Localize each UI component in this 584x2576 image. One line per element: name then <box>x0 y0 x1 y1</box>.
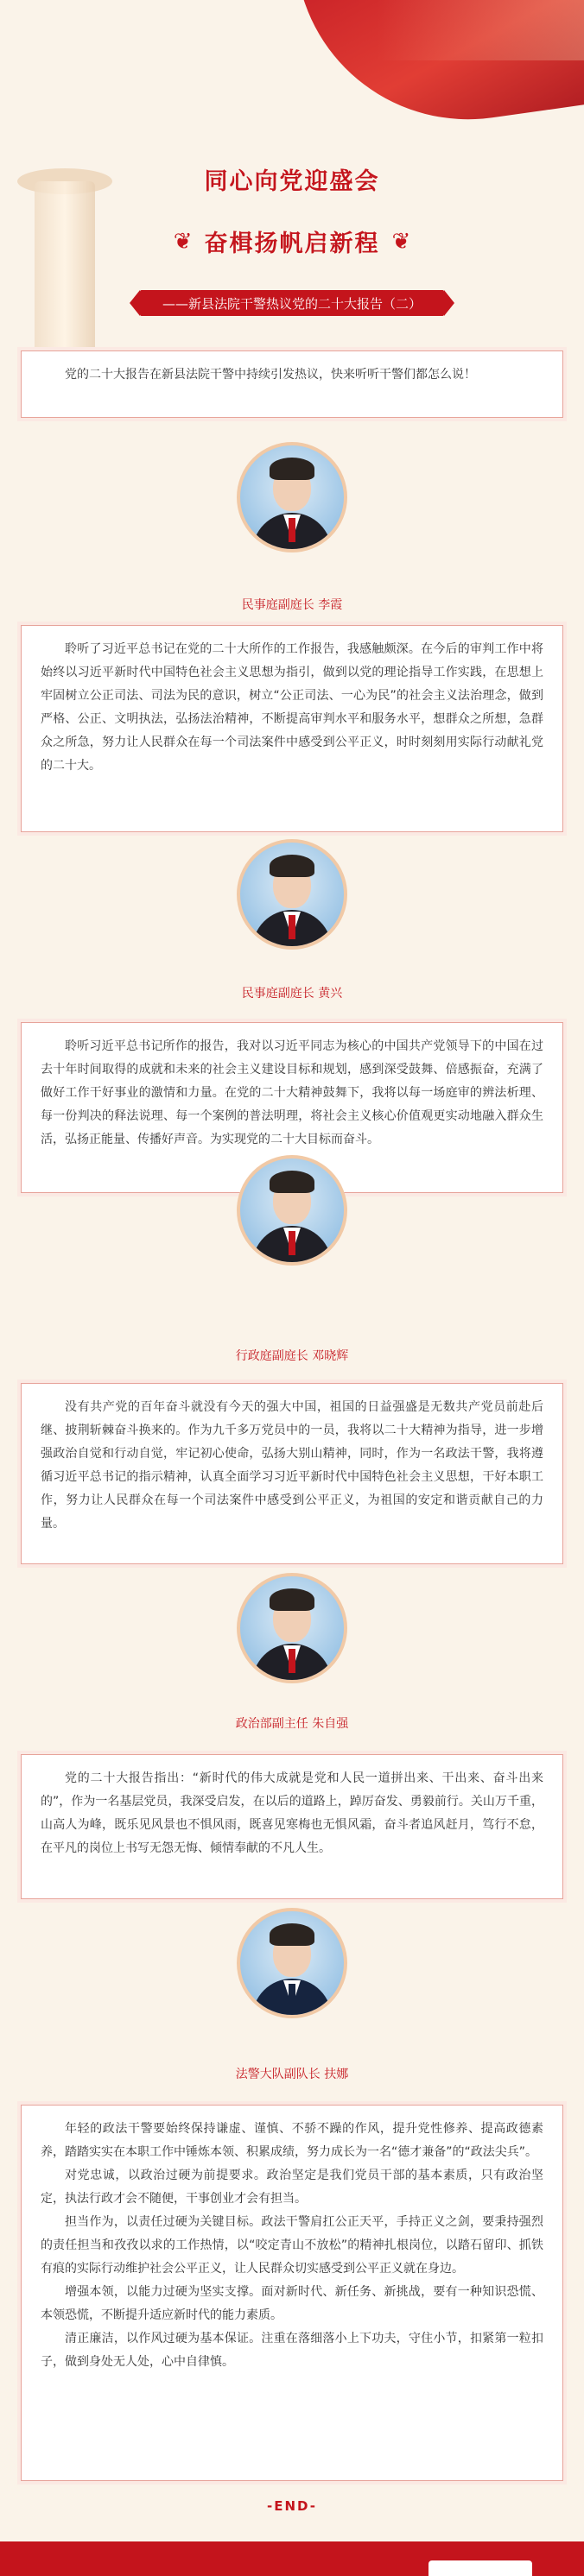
page-subtitle: 奋楫扬帆启新程 <box>204 230 380 257</box>
speaker-5-paragraph: 清正廉洁，以作风过硬为基本保证。注重在落细落小上下功夫，守住小节，扣紧第一粒扣子，做到身处无人处，心中自律慎。 <box>41 2332 543 2369</box>
intro-box <box>21 350 563 418</box>
speaker-5-photo <box>237 1908 347 2018</box>
speaker-5-paragraph: 增强本领，以能力过硬为坚实支撑。面对新时代、新任务、新挑战，要有一种知识恐慌、本领恐慌，不断提升适应新时代的能力素质。 <box>41 2285 543 2322</box>
speaker-5-paragraph: 对党忠诚，以政治过硬为前提要求。政治坚定是我们党员干部的基本素质，只有政治坚定，执法行政才会不随便，干事创业才会有担当。 <box>41 2169 543 2206</box>
speaker-4-photo <box>237 1573 347 1683</box>
speaker-5-caption: 法警大队副队长 扶娜 <box>235 2068 349 2081</box>
speaker-5-paragraph: 担当作为，以责任过硬为关键目标。政法干警肩扛公正天平，手持正义之剑，要秉持强烈的责任担当和孜孜以求的工作热情，以“咬定青山不放松”的精神扎根岗位，以踏石留印、抓铁有痕的实际行动维护社会公平正义，让人民群众切实感受到公平正义就在身边。 <box>41 2215 543 2276</box>
page-title: 同心向党迎盛会 <box>204 168 380 195</box>
speaker-1-statement <box>21 625 563 832</box>
speaker-2-caption: 民事庭副庭长 黄兴 <box>241 987 343 1001</box>
speaker-4-caption: 政治部副主任 朱自强 <box>235 1717 349 1731</box>
speaker-5-statement <box>21 2105 563 2481</box>
speaker-1-paragraph: 聆听了习近平总书记在党的二十大所作的工作报告，我感触颇深。在今后的审判工作中将始终以习近平新时代中国特色社会主义思想为指引，做到以党的理论指导工作实践，在思想上牢固树立公正司法、司法为民的意识，树立“公正司法、一心为民”的社会主义法治理念，做到严格、公正、文明执法，弘扬法治精神，不断提高审判水平和服务水平，想群众之所想，急群众之所急，努力让人民群众在每一个司法案件中感受到公平正义，时时刻刻用实际行动献礼党的二十大。 <box>41 642 543 773</box>
speaker-3-caption: 行政庭副庭长 邓晓辉 <box>235 1349 349 1363</box>
subtitle-row <box>0 224 584 258</box>
series-ribbon-text: ——新县法院干警热议党的二十大报告（二） <box>162 295 422 312</box>
laurel-right-icon: ❦ <box>391 228 411 255</box>
intro-text: 党的二十大报告在新县法院干警中持续引发热议，快来听听干警们都怎么说！ <box>65 368 476 382</box>
speaker-1-photo <box>237 442 347 552</box>
speaker-1-caption: 民事庭副庭长 李霞 <box>241 598 343 612</box>
speaker-2-photo <box>237 839 347 950</box>
speaker-3-paragraph: 没有共产党的百年奋斗就没有今天的强大中国，祖国的日益强盛是无数共产党员前赴后继、披荆斩棘奋斗换来的。作为九千多万党员中的一员，我将以二十大精神为指导，进一步增强政治自觉和行动自觉，牢记初心使命，弘扬大别山精神，同时，作为一名政法干警，我将遵循习近平总书记的指示精神，认真全面学习习近平新时代中国特色社会主义思想，干好本职工作，努力让人民群众在每一个司法案件中感受到公平正义，为祖国的安定和谐贡献自己的力量。 <box>41 1400 543 1531</box>
speaker-4-statement <box>21 1754 563 1899</box>
speaker-5-paragraph: 年轻的政法干警要始终保持谦虚、谨慎、不骄不躁的作风，提升党性修养、提高政德素养，踏踏实实在本职工作中锤炼本领、积累成绩，努力成长为一名“德才兼备”的“政法尖兵”。 <box>41 2122 543 2159</box>
speaker-3-statement <box>21 1383 563 1564</box>
series-ribbon <box>140 290 444 316</box>
speaker-3-photo <box>237 1155 347 1266</box>
speaker-2-paragraph: 聆听习近平总书记所作的报告，我对以习近平同志为核心的中国共产党领导下的中国在过去十年时间取得的成就和未来的社会主义建设目标和规划，感到深受鼓舞、倍感振奋，充满了做好工作干好事业的激情和力量。在党的二十大精神鼓舞下，我将以每一场庭审的辨法析理、每一份判决的释法说理、每一个案例的普法明理，将社会主义核心价值观更实动地融入群众生活，弘扬正能量、传播好声音。为实现党的二十大目标而奋斗。 <box>41 1039 543 1146</box>
footer-card <box>428 2560 532 2576</box>
laurel-left-icon: ❦ <box>173 228 193 255</box>
speaker-4-paragraph: 党的二十大报告指出：“新时代的伟大成就是党和人民一道拼出来、干出来、奋斗出来的”，作为一名基层党员，我深受启发，在以后的道路上，踔厉奋发、勇毅前行。关山万千重，山高人为峰，既乐见风景也不惧风雨，既喜见寒梅也无惧风霜，奋斗者追风赶月，笃行不怠，在平凡的岗位上书写无怨无悔、倾情奉献的不凡人生。 <box>41 1771 543 1855</box>
flag-highlight-decoration <box>377 0 584 60</box>
end-marker: -END- <box>267 2498 317 2514</box>
